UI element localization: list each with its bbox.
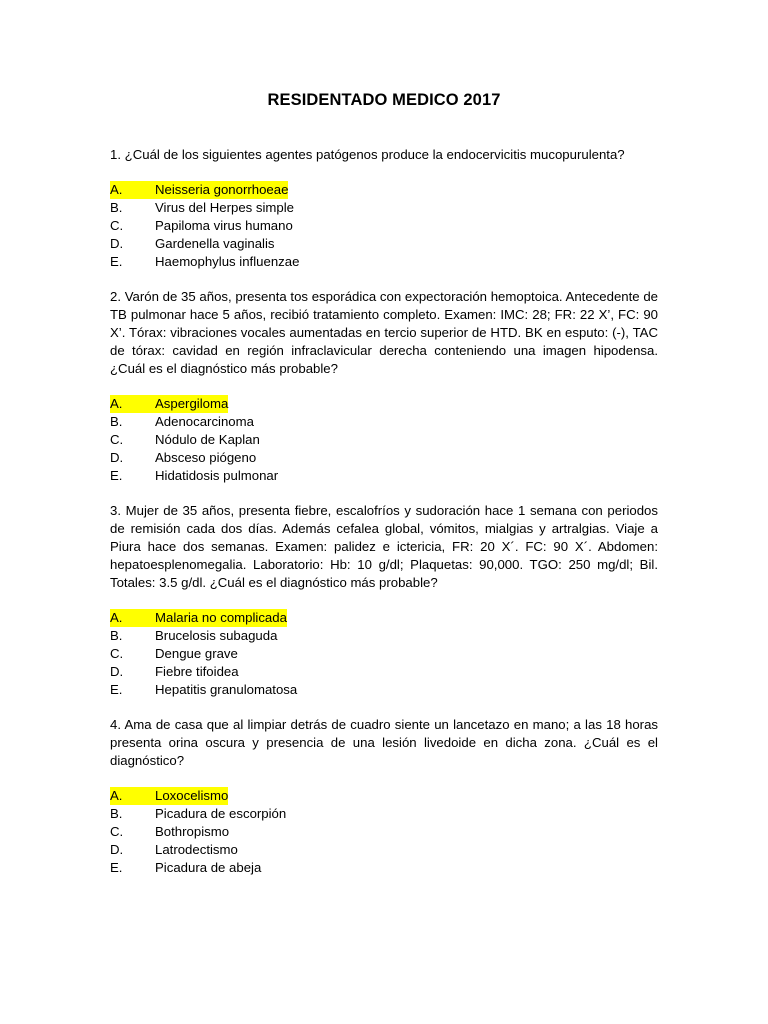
question-3-option-d [110,663,658,681]
option-letter: E. [110,468,123,483]
correct-answer-highlight [110,395,228,413]
question-4-text: 4. Ama de casa que al limpiar detrás de cuadro siente un lancetazo en mano; a las 18 horas presenta orina oscura y presencia de una lesión livedoide en dicha zona. ¿Cuál es el diagnóstico? [110,717,658,768]
question-4-option-b [110,805,658,823]
option-text: Brucelosis subaguda [155,628,278,643]
question-3-options [110,609,658,699]
question-3-option-c [110,645,658,663]
question-2-option-a [110,395,658,413]
option-letter: A. [110,396,123,411]
option-text: Nódulo de Kaplan [155,432,260,447]
question-4-option-c [110,823,658,841]
question-1-text: 1. ¿Cuál de los siguientes agentes patógenos produce la endocervicitis mucopurulenta? [110,147,625,162]
question-2-option-d [110,449,658,467]
option-text: Picadura de escorpión [155,806,287,821]
question-4-option-a [110,787,658,805]
option-text: Absceso piógeno [155,450,257,465]
option-text: Picadura de abeja [155,860,262,875]
question-2-text: 2. Varón de 35 años, presenta tos esporádica con expectoración hemoptoica. Antecedente de TB pulmonar hace 5 años, recibió tratamiento completo. Examen: IMC: 28; FR: 22 X’, FC: 90 X’. Tórax: vibraciones vocales aumentadas en tercio superior de HTD. BK en esputo: (-), TAC de tórax: cavidad en región infraclavicular derecha conteniendo una imagen hipodensa. ¿Cuál es el diagnóstico más probable? [110,289,658,376]
option-text: Malaria no complicada [155,610,287,625]
question-3-text: 3. Mujer de 35 años, presenta fiebre, escalofríos y sudoración hace 1 semana con periodos de remisión cada dos días. Además cefalea global, vómitos, mialgias y artralgias. Viaje a Piura hace dos semanas. Examen: palidez e ictericia, FR: 20 X´. FC: 90 X´. Abdomen: hepatoesplenomegalia. Laboratorio: Hb: 10 g/dl; Plaquetas: 90,000. TGO: 250 mg/dl; Bil. Totales: 3.5 g/dl. ¿Cuál es el diagnóstico más probable? [110,503,658,590]
correct-answer-highlight [110,181,288,199]
question-2-option-e [110,467,658,485]
option-text: Fiebre tifoidea [155,664,239,679]
question-1-option-a [110,181,658,199]
option-letter: B. [110,628,123,643]
option-letter: D. [110,236,124,251]
option-letter: D. [110,842,124,857]
option-text: Gardenella vaginalis [155,236,275,251]
question-1-option-d [110,235,658,253]
option-letter: A. [110,788,123,803]
option-text: Loxocelismo [155,788,229,803]
question-1-options [110,181,658,271]
page-title: RESIDENTADO MEDICO 2017 [267,91,501,109]
question-3-option-e [110,681,658,699]
option-text: Virus del Herpes simple [155,200,295,215]
option-text: Bothropismo [155,824,230,839]
correct-answer-highlight [110,609,287,627]
option-letter: A. [110,610,123,625]
option-text: Haemophylus influenzae [155,254,300,269]
option-text: Neisseria gonorrhoeae [155,182,289,197]
option-text: Aspergiloma [155,396,229,411]
correct-answer-highlight [110,787,228,805]
question-3-option-a [110,609,658,627]
option-letter: B. [110,200,123,215]
option-text: Adenocarcinoma [155,414,254,429]
option-letter: C. [110,824,124,839]
option-text: Hidatidosis pulmonar [155,468,279,483]
option-letter: C. [110,432,124,447]
question-4-options [110,787,658,877]
option-letter: B. [110,414,123,429]
option-letter: D. [110,450,124,465]
question-4-option-e [110,859,658,877]
option-text: Latrodectismo [155,842,238,857]
option-text: Papiloma virus humano [155,218,293,233]
option-letter: C. [110,646,124,661]
option-letter: C. [110,218,124,233]
question-2-option-c [110,431,658,449]
option-letter: E. [110,860,123,875]
option-letter: E. [110,254,123,269]
question-3-option-b [110,627,658,645]
option-text: Dengue grave [155,646,238,661]
question-4-option-d [110,841,658,859]
question-2-options [110,395,658,485]
question-2-option-b [110,413,658,431]
option-letter: D. [110,664,124,679]
option-letter: B. [110,806,123,821]
question-1-option-e [110,253,658,271]
option-text: Hepatitis granulomatosa [155,682,298,697]
question-1-option-b [110,199,658,217]
option-letter: A. [110,182,123,197]
option-letter: E. [110,682,123,697]
question-1-option-c [110,217,658,235]
